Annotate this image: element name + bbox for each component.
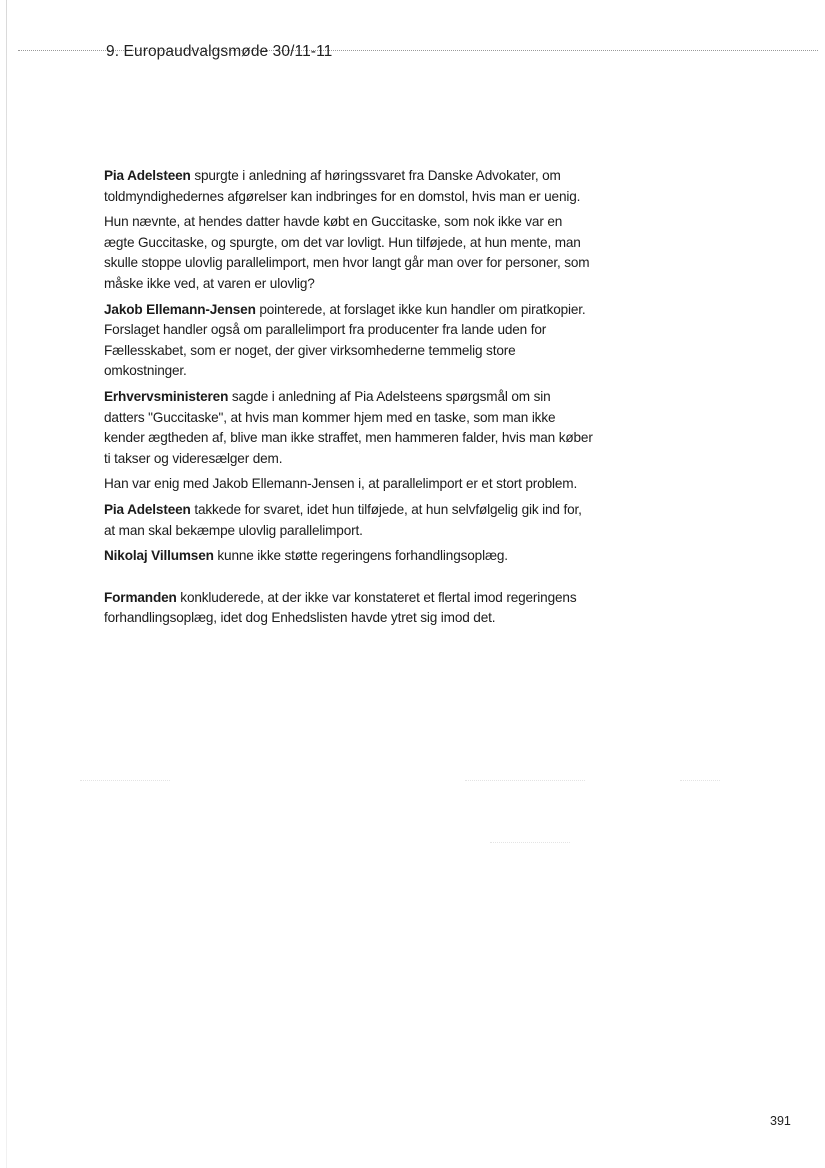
paragraph-text: spurgte i anledning af høringssvaret fra Danske Advokater, om toldmyndighedernes afgørelser kan indbringes for en domstol, hvis man er uenig. [104,168,581,204]
paragraph-ellemann-jensen [104,300,594,382]
speaker-name: Pia Adelsteen [104,168,191,183]
speaker-name: Pia Adelsteen [104,501,191,517]
paragraph-text: Hun nævnte, at hendes datter havde købt en Guccitaske, som nok ikke var en ægte Guccitaske, og spurgte, om det var lovligt. Hun tilføjede, at hun mente, man skulle stoppe ulovlig parallelimport, men hvor langt går man over for personer, som måske ikke ved, at varen er ulovlig? [104,214,590,291]
paragraph-adelsteen-question [104,166,594,207]
page-number: 391 [770,1114,791,1128]
scan-artifact [490,842,570,843]
paragraph-gucci-question [104,212,594,294]
paragraph-adelsteen-thanks [104,500,594,541]
paragraph-villumsen [104,546,594,567]
speaker-name: Erhvervsministeren [104,388,229,404]
paragraph-minister-answer [104,387,594,469]
paragraph-text: kunne ikke støtte regeringens forhandlingsoplæg. [213,548,508,564]
scan-artifact [465,780,585,781]
minutes-body [104,166,594,634]
speaker-name: Formanden [104,589,177,605]
paragraph-text: takkede for svaret, idet hun tilføjede, at hun selvfølgelig gik ind for, at man skal bekæmpe ulovlig parallelimport. [104,501,582,538]
speaker-name: Jakob Ellemann-Jensen [104,301,256,317]
page-header-title: 9. Europaudvalgsmøde 30/11-11 [106,43,333,60]
paragraph-text: Han var enig med Jakob Ellemann-Jensen i, at parallelimport er et stort problem. [104,476,578,492]
paragraph-text: pointerede, at forslaget ikke kun handler om piratkopier. Forslaget handler også om parallelimport fra producenter fra lande uden for Fællesskabet, som er noget, der giver virksomhederne temmelig store omkostninger. [104,301,586,379]
paragraph-text: sagde i anledning af Pia Adelsteens spørgsmål om sin datters "Guccitaske", at hvis man kommer hjem med en taske, som man ikke kender ægtheden af, blive man ikke straffet, men hammeren falder, hvis man køber ti takser og videresælger dem. [104,388,593,466]
scan-edge [6,0,7,1168]
paragraph-minister-agree [104,474,594,495]
scan-artifact [680,780,720,781]
paragraph-spacer [104,572,594,588]
speaker-name: Nikolaj Villumsen [104,548,214,564]
paragraph-conclusion [104,588,594,629]
scan-artifact [80,780,170,781]
paragraph-text: konkluderede, at der ikke var konstateret et flertal imod regeringens forhandlingsoplæg, idet dog Enhedslisten havde ytret sig imod det. [104,589,577,626]
